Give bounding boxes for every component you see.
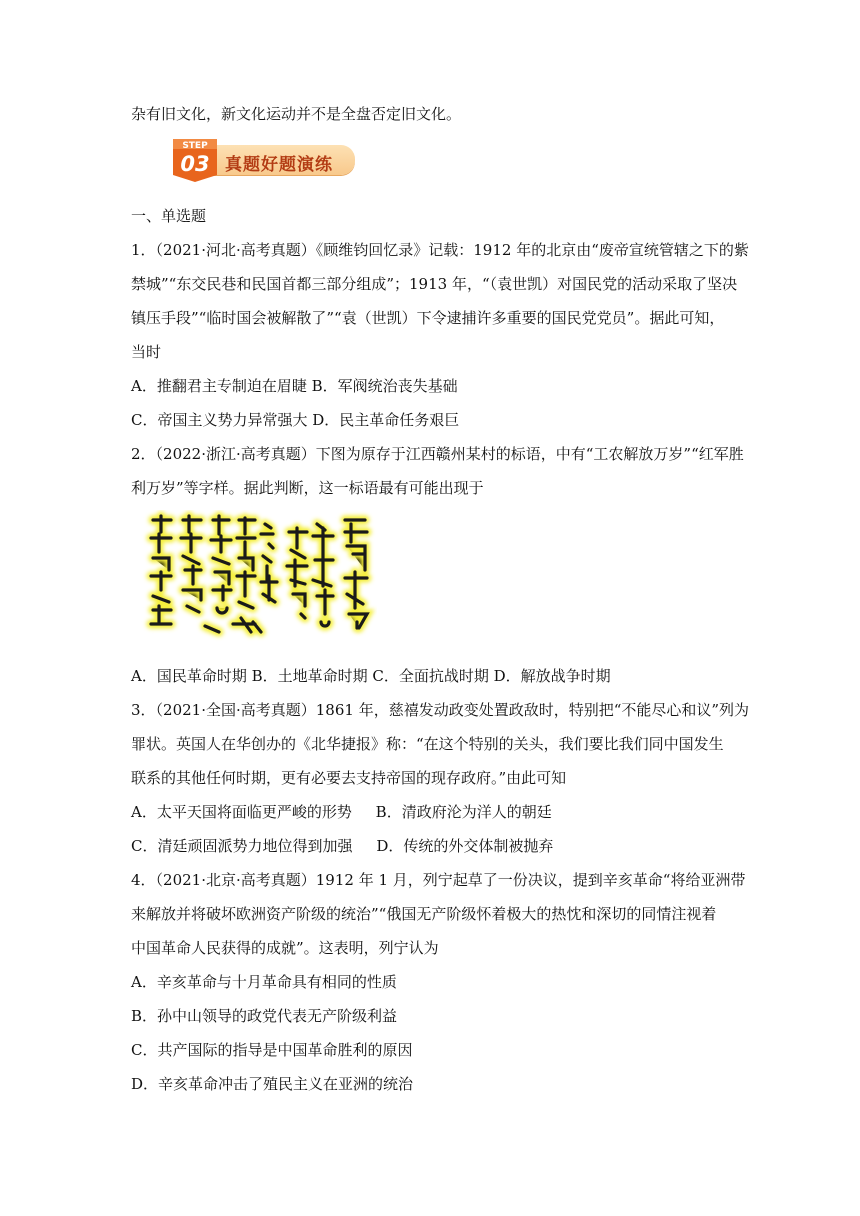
step-title: 真题好题演练 bbox=[225, 155, 333, 175]
question-4-line-3: 中国革命人民获得的成就”。这表明，列宁认为 bbox=[131, 939, 439, 957]
question-4-option-b: B．孙中山领导的政党代表无产阶级利益 bbox=[131, 1007, 398, 1025]
question-3-options-row-2: C．清廷顽固派势力地位得到加强 D．传统的外交体制被抛弃 bbox=[131, 837, 554, 855]
intro-line: 杂有旧文化，新文化运动并不是全盘否定旧文化。 bbox=[131, 105, 462, 123]
question-1-options-row-1: A．推翻君主专制迫在眉睫 B．军阀统治丧失基础 bbox=[131, 377, 458, 395]
question-3-line-2: 罪状。英国人在华创办的《北华捷报》称：“在这个特别的关头，我们要比我们同中国发生 bbox=[131, 735, 724, 753]
question-1-line-1: 1．（2021·河北·高考真题）《顾维钧回忆录》记载：1912 年的北京由“废帝宣统管辖之下的紫 bbox=[131, 241, 749, 259]
step-banner bbox=[171, 137, 357, 185]
section-heading: 一、单选题 bbox=[131, 207, 207, 225]
question-1-options-row-2: C．帝国主义势力异常强大 D．民主革命任务艰巨 bbox=[131, 411, 460, 429]
question-4-option-a: A．辛亥革命与十月革命具有相同的性质 bbox=[131, 973, 397, 991]
step-word: STEP bbox=[182, 141, 208, 151]
question-3-line-3: 联系的其他任何时期，更有必要去支持帝国的现存政府。”由此可知 bbox=[131, 769, 567, 787]
slogan-photo bbox=[141, 510, 377, 643]
question-1-line-2: 禁城”“东交民巷和民国首都三部分组成”；1913 年，“（袁世凯）对国民党的活动采取了坚决 bbox=[131, 275, 738, 293]
step-badge-icon bbox=[171, 137, 219, 183]
question-3-options-row-1: A．太平天国将面临更严峻的形势 B．清政府沦为洋人的朝廷 bbox=[131, 803, 552, 821]
question-2-line-1: 2．（2022·浙江·高考真题）下图为原存于江西赣州某村的标语，中有“工农解放万岁”“红军胜 bbox=[131, 445, 744, 463]
question-4-option-d: D．辛亥革命冲击了殖民主义在亚洲的统治 bbox=[131, 1075, 414, 1093]
question-1-line-4: 当时 bbox=[131, 343, 162, 361]
step-number: 03 bbox=[180, 152, 210, 176]
question-4-line-1: 4．（2021·北京·高考真题）1912 年 1 月，列宁起草了一份决议，提到辛亥革命“将给亚洲带 bbox=[131, 871, 746, 889]
question-4-option-c: C．共产国际的指导是中国革命胜利的原因 bbox=[131, 1041, 413, 1059]
question-2-options-row-1: A．国民革命时期 B．土地革命时期 C．全面抗战时期 D．解放战争时期 bbox=[131, 667, 611, 685]
question-4-line-2: 来解放并将破坏欧洲资产阶级的统治”“俄国无产阶级怀着极大的热忱和深切的同情注视着 bbox=[131, 905, 717, 923]
question-1-line-3: 镇压手段”“临时国会被解散了”“袁（世凯）下令逮捕许多重要的国民党党员”。据此可知， bbox=[131, 309, 725, 327]
question-3-line-1: 3．（2021·全国·高考真题）1861 年，慈禧发动政变处置政敌时，特别把“不能尽心和议”列为 bbox=[131, 701, 750, 719]
question-2-line-2: 利万岁”等字样。据此判断，这一标语最有可能出现于 bbox=[131, 479, 484, 497]
